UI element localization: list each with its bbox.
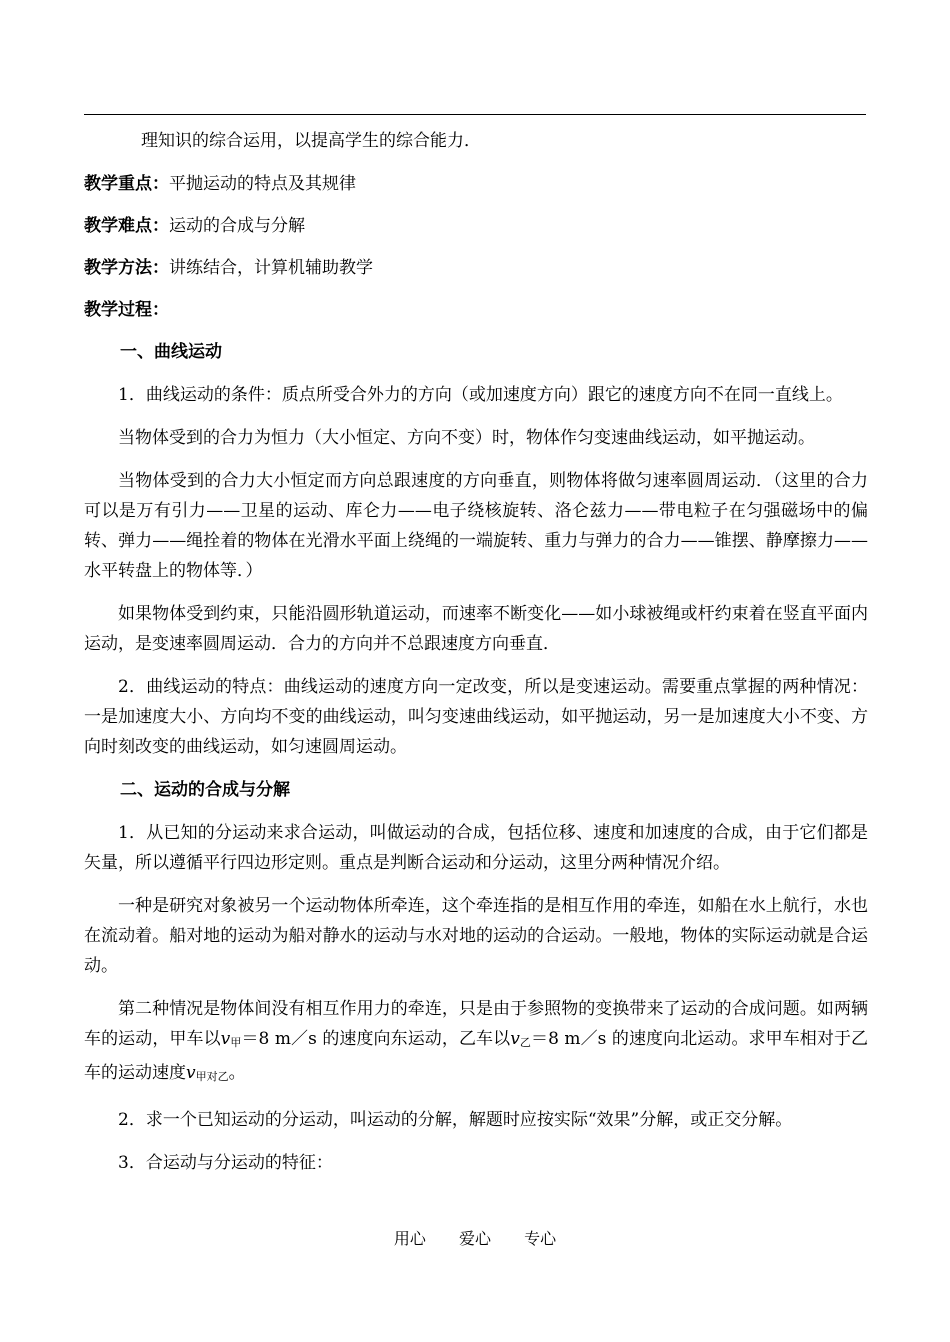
page-footer bbox=[0, 1226, 950, 1249]
key-points bbox=[84, 169, 868, 199]
footer-word: 爱心 bbox=[458, 1229, 491, 1248]
difficulties-text: 运动的合成与分解 bbox=[169, 216, 305, 236]
section2-paragraph: 2．求一个已知运动的分运动，叫运动的分解，解题时应按实际“效果”分解，或正交分解。 bbox=[118, 1110, 793, 1130]
top-line: 理知识的综合运用，以提高学生的综合能力． bbox=[141, 131, 481, 151]
velocity-symbol: v bbox=[220, 1029, 231, 1049]
velocity-symbol: v bbox=[510, 1029, 520, 1049]
velocity-subscript: 乙 bbox=[519, 1036, 531, 1049]
section1-paragraph: 2．曲线运动的特点：曲线运动的速度方向一定改变，所以是变速运动。需要重点掌握的两种情况：一是加速度大小、方向均不变的曲线运动，叫匀变速曲线运动，如平抛运动，另一是加速度大小不变、方向时刻改变的曲线运动，如匀速圆周运动。 bbox=[84, 677, 868, 757]
difficulties bbox=[84, 211, 868, 241]
document-body bbox=[84, 126, 868, 1191]
text-run: ＝8 m／s 的速度向北运动。求甲车相对于乙车的运动速度 bbox=[84, 1029, 869, 1083]
key-points-text: 平抛运动的特点及其规律 bbox=[169, 174, 356, 194]
section1-paragraph: 当物体受到的合力大小恒定而方向总跟速度的方向垂直，则物体将做匀速率圆周运动．（这里的合力可以是万有引力——卫星的运动、库仑力——电子绕核旋转、洛仑兹力——带电粒子在匀强磁场中的偏转、弹力——绳拴着的物体在光滑水平面上绕绳的一端旋转、重力与弹力的合力——锥摆、静摩擦力——水平转盘上的物体等．） bbox=[84, 471, 868, 581]
section1-paragraph: 如果物体受到约束，只能沿圆形轨道运动，而速率不断变化——如小球被绳或杆约束着在竖直平面内运动，是变速率圆周运动．合力的方向并不总跟速度方向垂直． bbox=[84, 604, 868, 654]
text-run: ＝8 m／s 的速度向东运动，乙车以 bbox=[241, 1029, 511, 1049]
velocity-symbol: v bbox=[186, 1063, 196, 1083]
section2-title: 二、运动的合成与分解 bbox=[120, 780, 290, 800]
difficulties-label: 教学难点： bbox=[84, 216, 169, 236]
method-text: 讲练结合，计算机辅助教学 bbox=[169, 258, 373, 278]
text-run: 。 bbox=[228, 1063, 246, 1083]
method-label: 教学方法： bbox=[84, 258, 169, 278]
process-label: 教学过程： bbox=[84, 300, 169, 320]
section1-title: 一、曲线运动 bbox=[120, 342, 222, 362]
section2-paragraph: 3．合运动与分运动的特征： bbox=[118, 1153, 333, 1173]
section1-paragraph: 当物体受到的合力为恒力（大小恒定、方向不变）时，物体作匀变速曲线运动，如平抛运动。 bbox=[118, 428, 815, 448]
footer-word: 用心 bbox=[393, 1229, 426, 1248]
velocity-subscript: 甲 bbox=[230, 1036, 242, 1049]
section2-paragraph: 一种是研究对象被另一个运动物体所牵连，这个牵连指的是相互作用的牵连，如船在水上航行，水也在流动着。船对地的运动为船对静水的运动与水对地的运动的合运动。一般地，物体的实际运动就是合运动。 bbox=[84, 896, 868, 976]
key-points-label: 教学重点： bbox=[84, 174, 169, 194]
section2-paragraph: 1．从已知的分运动来求合运动，叫做运动的合成，包括位移、速度和加速度的合成，由于它们都是矢量，所以遵循平行四边形定则。重点是判断合运动和分运动，这里分两种情况介绍。 bbox=[84, 823, 868, 873]
method bbox=[84, 253, 868, 283]
footer-word: 专心 bbox=[524, 1229, 557, 1248]
section1-paragraph: 1．曲线运动的条件：质点所受合外力的方向（或加速度方向）跟它的速度方向不在同一直线上。 bbox=[118, 385, 843, 405]
text-run: 第二种情况是物体间没有相互作用力的牵连，只是由于参照物的变换带来了运动的合成问题。如两辆车的运动，甲车以 bbox=[84, 999, 868, 1049]
section2-paragraph-velocity bbox=[84, 994, 868, 1092]
header-rule bbox=[84, 114, 866, 115]
velocity-subscript: 甲对乙 bbox=[195, 1070, 229, 1083]
